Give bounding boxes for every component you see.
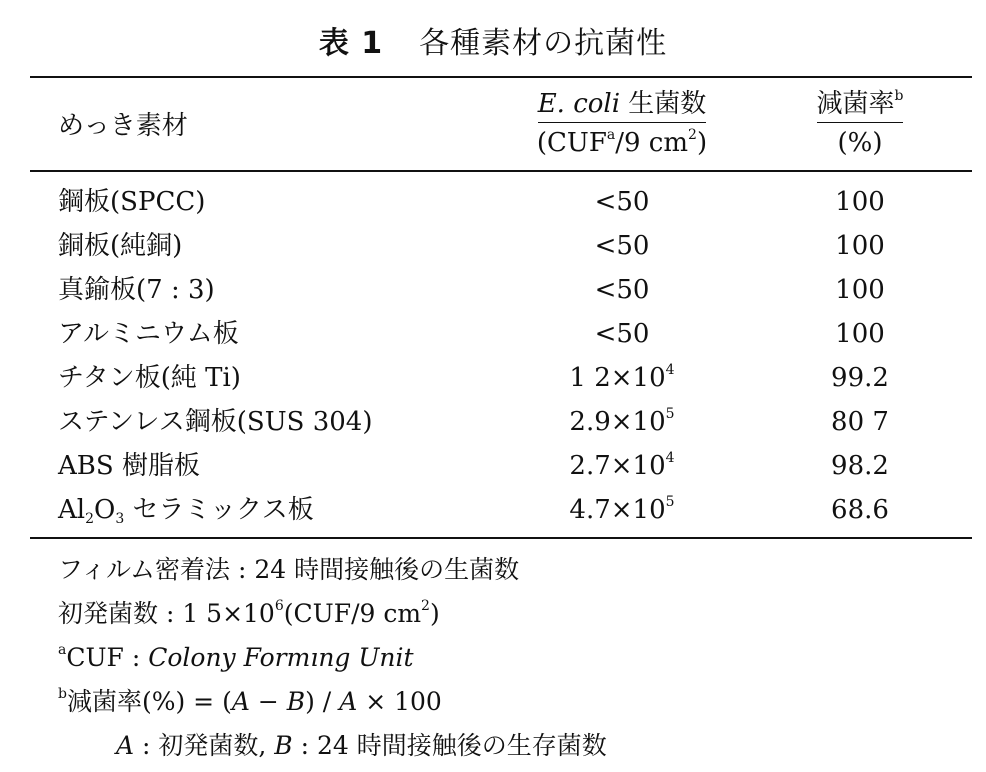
row-material: 銅板(純銅) (58, 231, 183, 261)
table-row (0, 488, 986, 532)
row-count (512, 180, 732, 224)
header-unit-pre: (CUF (536, 128, 607, 158)
header-unit-sup-2: 2 (688, 127, 697, 143)
note-formula-b: B (286, 687, 306, 716)
row-count-base: 1 2×10 (569, 363, 666, 393)
row-count (512, 312, 732, 356)
note-var-b: B (274, 731, 293, 760)
row-material: ステンレス鋼板(SUS 304) (58, 407, 373, 437)
row-rate: 98.2 (831, 451, 889, 481)
header-unit-post: /9 cm (615, 128, 689, 158)
table-number: 表 1 (318, 26, 384, 61)
header-unit-end: ) (696, 128, 708, 158)
note-formula-a: A (231, 687, 250, 716)
note-cuf-label: CUF : (66, 643, 149, 672)
note-initial-end: ) (429, 599, 440, 628)
row-count (512, 268, 732, 312)
table-row (0, 224, 986, 268)
row-rate: 100 (835, 275, 885, 305)
header-live-count-unit (512, 127, 732, 159)
row-material: ABS 樹脂板 (58, 451, 200, 481)
note-var-a: A (116, 731, 135, 760)
table-row (0, 268, 986, 312)
note-cuf-definition (58, 636, 607, 680)
row-count-exp: 4 (665, 450, 675, 466)
note-rate-formula (58, 680, 607, 724)
row-material: アルミニウム板 (58, 319, 239, 349)
note-formula-a2: A (339, 687, 358, 716)
row-material (58, 488, 314, 532)
header-unit-sup-a: a (606, 127, 616, 143)
row-rate: 100 (835, 231, 885, 261)
top-rule (30, 76, 972, 78)
row-material-o: O (94, 495, 116, 525)
row-count-base: <50 (594, 187, 650, 217)
header-rate-label: 減菌率 (816, 89, 895, 119)
header-rate-sup-b: b (894, 88, 904, 104)
bottom-rule (30, 537, 972, 539)
row-count-exp: 5 (665, 406, 675, 422)
note-cuf-text: Colony Formıng Unit (148, 643, 414, 672)
row-count (512, 356, 732, 400)
note-sup-a: a (58, 642, 67, 658)
row-rate: 100 (835, 187, 885, 217)
header-reduction-rate (790, 88, 930, 159)
row-count (512, 224, 732, 268)
row-material: 真鍮板(7 : 3) (58, 275, 215, 305)
row-count-exp: 4 (665, 362, 675, 378)
header-rate-unit: (%) (837, 128, 883, 158)
row-material-sub-3: 3 (115, 511, 125, 527)
header-live-count-line1 (538, 88, 707, 123)
header-rate-line1 (817, 88, 904, 123)
note-formula-end: × 100 (357, 687, 442, 716)
table-row (0, 400, 986, 444)
table-row (0, 444, 986, 488)
row-material: チタン板(純 Ti) (58, 363, 241, 393)
header-material: めっき素材 (58, 111, 188, 141)
note-initial-sup-2: 2 (421, 598, 430, 614)
row-material-al: Al (58, 495, 86, 525)
header-live-count (512, 88, 732, 159)
row-count-exp: 5 (665, 494, 675, 510)
table-title (0, 18, 986, 62)
row-count-base: 2.7×10 (569, 451, 666, 481)
row-count-base: 2.9×10 (569, 407, 666, 437)
row-rate: 68.6 (831, 495, 889, 525)
row-material: 鋼板(SPCC) (58, 187, 206, 217)
row-count (512, 400, 732, 444)
row-count-base: <50 (594, 319, 650, 349)
note-formula-pre: 減菌率(%) = ( (66, 687, 232, 716)
table-row (0, 312, 986, 356)
row-material-sub-2: 2 (85, 511, 95, 527)
header-ecoli: E. coli (537, 89, 621, 119)
header-live-count-label: 生菌数 (620, 89, 707, 119)
table-row (0, 180, 986, 224)
row-rate: 80 7 (831, 407, 889, 437)
row-rate: 100 (835, 319, 885, 349)
note-formula-div: ) / (305, 687, 340, 716)
note-sup-b: b (58, 686, 67, 702)
note-initial-unit: (CUF/9 cm (283, 599, 422, 628)
row-count (512, 444, 732, 488)
table-notes (58, 548, 607, 768)
row-count (512, 488, 732, 532)
note-method: フィルム密着法 : 24 時間接触後の生菌数 (58, 555, 520, 584)
header-rule (30, 170, 972, 172)
note-variable-definitions (58, 724, 607, 768)
note-initial-exp: 6 (274, 598, 284, 614)
note-var-a-def: : 初発菌数, (134, 731, 275, 760)
table-row (0, 356, 986, 400)
row-rate: 99.2 (831, 363, 889, 393)
note-initial-count (58, 592, 607, 636)
row-count-base: <50 (594, 275, 650, 305)
note-formula-minus: − (249, 687, 287, 716)
row-count-base: <50 (594, 231, 650, 261)
note-initial-pre: 初発菌数 : 1 5×10 (58, 599, 275, 628)
row-count-base: 4.7×10 (569, 495, 666, 525)
table-title-text: 各種素材の抗菌性 (419, 26, 668, 61)
row-material-ceramic: セラミックス板 (124, 495, 314, 525)
note-var-b-def: : 24 時間接触後の生存菌数 (292, 731, 607, 760)
